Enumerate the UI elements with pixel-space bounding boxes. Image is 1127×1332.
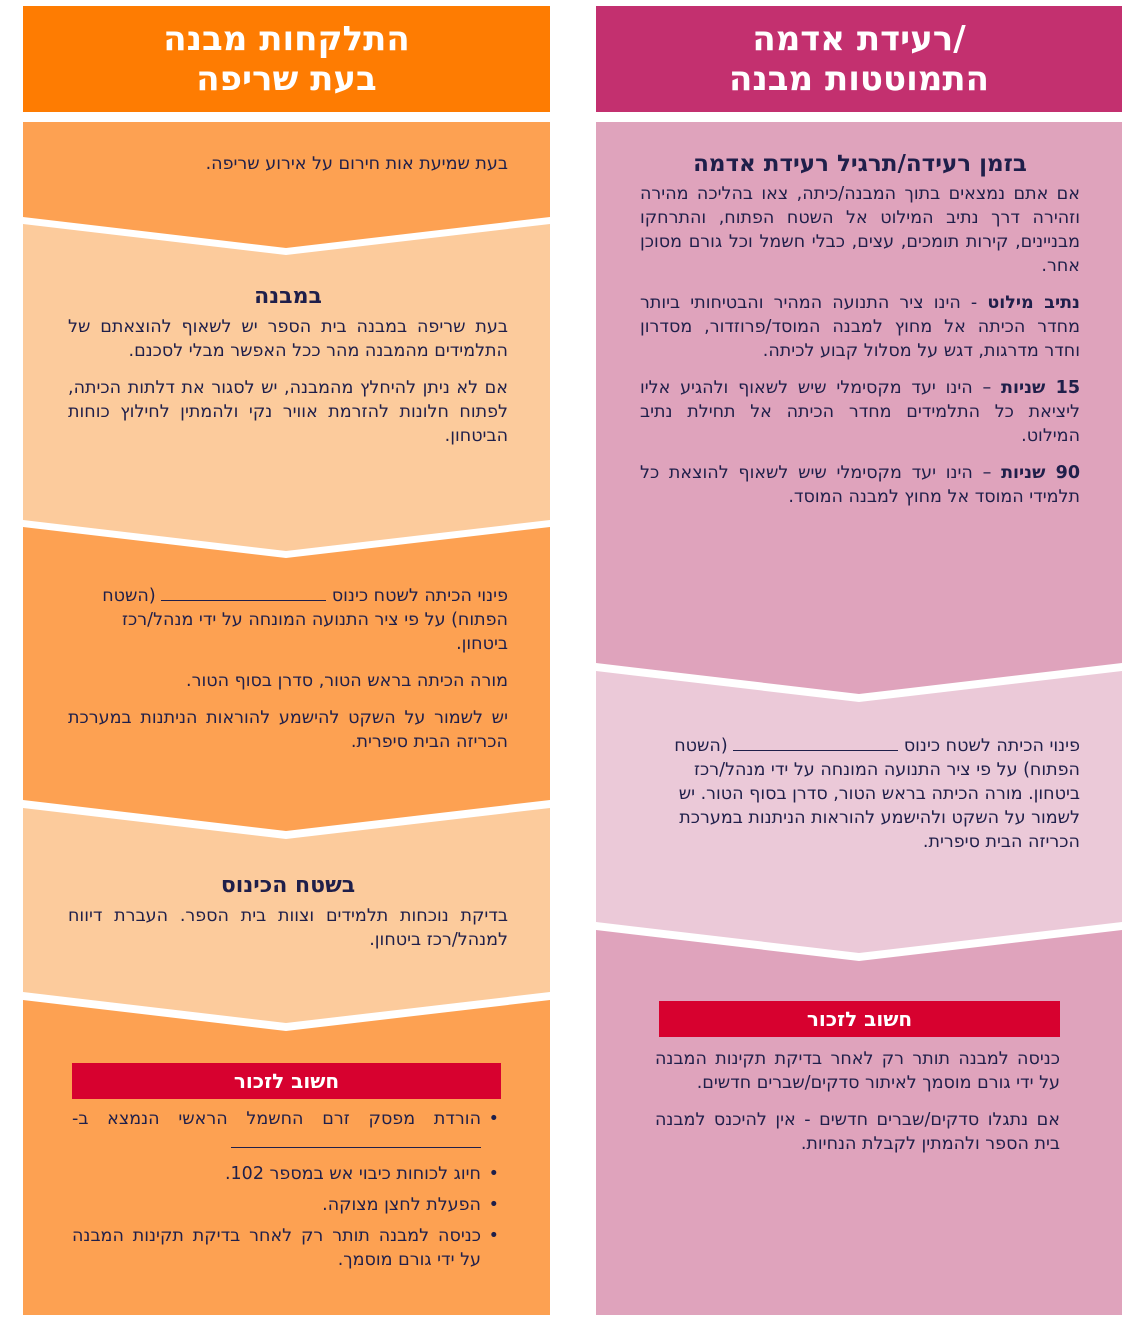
fire-evacuation-paragraph (68, 584, 508, 656)
earthquake-section-2 (640, 734, 1080, 867)
fire-remember-title: חשוב לזכור (72, 1063, 501, 1099)
fire-header (23, 6, 550, 112)
fire-section-1 (68, 152, 508, 189)
earthquake-evacuation-paragraph (640, 734, 1080, 854)
fifteen-seconds-definition: – הינו יעד מקסימלי שיש לשאוף ולהגיע אליו ליציאת כל התלמידים מחדר הכיתה אל תחילת נתיב המילוט. (640, 378, 1080, 446)
ninety-seconds-term: 90 שניות (1001, 463, 1080, 483)
earthquake-section-1-heading: בזמן רעידה/תרגיל רעידת אדמה (693, 151, 1027, 177)
list-item: • הפעלת לחצן מצוקה. (72, 1193, 501, 1217)
list-item (72, 1107, 501, 1155)
assembly-area-blank-line (733, 737, 898, 751)
earthquake-instructions-paragraph: אם אתם נמצאים בתוך המבנה/כיתה, צאו בהליכה מהירה וזהירה דרך נתיב המילוט אל השטח הפתוח, והתרחקו מבניינים, קירות תומכים, עצים, כבלי חשמל וכל גורם מסוכן אחר. (640, 184, 1080, 276)
escape-route-term: נתיב מילוט (987, 293, 1080, 313)
earthquake-header-line1: רעידת אדמה/ (752, 19, 966, 59)
list-item: • כניסה למבנה תותר רק לאחר בדיקת תקינות המבנה על ידי גורם מוסמך. (72, 1224, 501, 1272)
ninety-seconds-paragraph (640, 461, 1080, 509)
fire-header-line1: התלקחות מבנה (163, 19, 410, 59)
fire-section-2 (68, 283, 508, 461)
fire-section-3 (68, 584, 508, 767)
fire-evacuation-end: (השטח הפתוח) על פי ציר התנועה המונחה על ידי מנהל/רכז ביטחון. (102, 586, 508, 654)
main-breaker-text: הורדת מפסק זרם החשמל הראשי הנמצא ב- (72, 1109, 481, 1129)
reentry-paragraph: כניסה למבנה תותר רק לאחר בדיקת תקינות המבנה על ידי גורם מוסמך לאיתור סדקים/שברים חדשים. (655, 1049, 1060, 1093)
earthquake-evacuation-start: פינוי הכיתה לשטח כינוס (898, 736, 1080, 756)
fifteen-seconds-paragraph (640, 376, 1080, 448)
in-building-heading: במבנה (254, 284, 322, 309)
alarm-paragraph: בעת שמיעת אות חירום על אירוע שריפה. (205, 154, 508, 174)
attendance-paragraph: בדיקת נוכחות תלמידים וצוות בית הספר. העברת דיווח למנהל/רכז ביטחון. (68, 906, 508, 950)
escape-route-paragraph (640, 291, 1080, 363)
fire-assembly-area-blank-line (161, 587, 326, 601)
fifteen-seconds-term: 15 שניות (1001, 378, 1080, 398)
fire-shelter-paragraph: אם לא ניתן להיחלץ מהמבנה, יש לסגור את דלתות הכיתה, לפתוח חלונות להזרמת אוויר נקי ולהמתין לחילוץ כוחות הביטחון. (68, 378, 508, 446)
fire-evacuate-paragraph: בעת שריפה במבנה בית הספר יש לשאוף להוצאתם של התלמידים מהמבנה מהר ככל האפשר מבלי לסכנם. (68, 317, 508, 361)
new-cracks-paragraph: אם נתגלו סדקים/שברים חדשים - אין להיכנס למבנה בית הספר ולהמתין לקבלת הנחיות. (655, 1110, 1060, 1154)
earthquake-header (596, 6, 1122, 112)
fire-remember-list (72, 1107, 501, 1272)
assembly-area-heading: בשטח הכינוס (220, 873, 356, 898)
list-item: • חיוג לכוחות כיבוי אש במספר 102. (72, 1162, 501, 1186)
earthquake-evacuation-end: (השטח הפתוח) על פי ציר התנועה המונחה על ידי מנהל/רכז ביטחון. מורה הכיתה בראש הטור, סדרן בסוף הטור. יש לשמור על השקט ולהישמע להוראות הניתנות במערכת הכריזה הבית סיפרית. (674, 736, 1080, 852)
escape-route-definition: - הינו ציר התנועה המהיר והבטיחותי ביותר מחדר הכיתה אל מחוץ למבנה המוסד/פרוזדור, מסדרון וחדר מדרגות, דגש על מסלול קבוע לכיתה. (640, 293, 1080, 361)
earthquake-section-3 (655, 1047, 1060, 1169)
teacher-order-paragraph: מורה הכיתה בראש הטור, סדרן בסוף הטור. (186, 671, 508, 691)
main-breaker-blank-line (231, 1134, 481, 1148)
earthquake-header-line2: התמוטטות מבנה (729, 59, 989, 99)
fire-section-5 (72, 1107, 501, 1279)
keep-quiet-paragraph: יש לשמור על השקט להישמע להוראות הניתנות במערכת הכריזה הבית סיפרית. (68, 708, 508, 752)
ninety-seconds-definition: – הינו יעד מקסימלי שיש לשאוף להוצאת כל תלמידי המוסד אל מחוץ למבנה המוסד. (640, 463, 1080, 507)
earthquake-section-1 (640, 150, 1080, 522)
fire-evacuation-start: פינוי הכיתה לשטח כינוס (326, 586, 508, 606)
earthquake-remember-title: חשוב לזכור (659, 1001, 1060, 1037)
fire-header-line2: בעת שריפה (196, 59, 377, 99)
fire-section-4 (68, 872, 508, 965)
